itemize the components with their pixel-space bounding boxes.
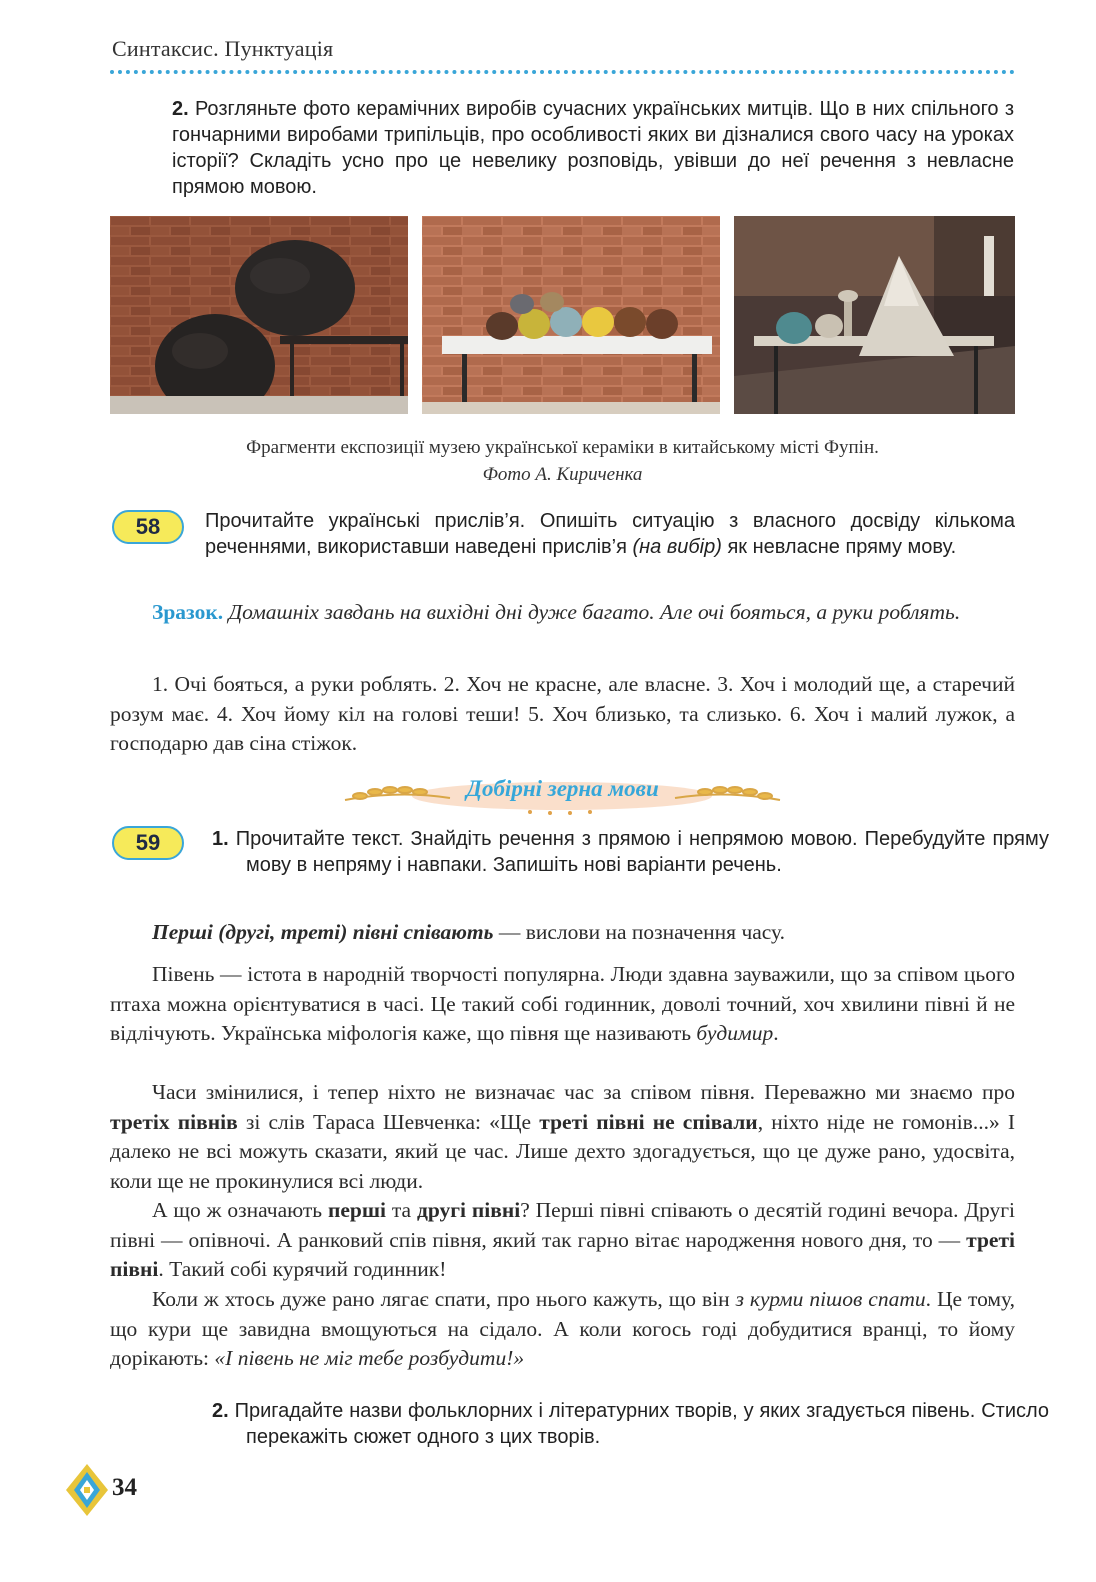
section-banner [340,770,785,816]
p2-text-b: зі слів Тараса Шевченка: «Ще [237,1109,540,1134]
task-number: 2. [172,98,189,120]
sample-text: Домашніх завдань на вихідні дні дуже багато. Але очі бояться, а руки роблять. [228,600,961,624]
p1-text: Півень — істота в народній творчості популярна. Люди здавна зауважили, що за співом цього птаха можна орієнтуватися в часі. Це такий собі годинник, доволі точний, хоч хвилини півні й не відлічують. Українська міфологія каже, що півня ще називають [110,962,1015,1045]
page-number: 34 [112,1474,137,1501]
text-paragraph-3 [110,1196,1015,1285]
p3-bold-2: другі півні [416,1198,521,1222]
p3-text-c: ? Перші півні співають о десятій годині вечора. Другі півні — опівночі. А ранковий спів півня, який так гарно вітає народження нового дня, то — [110,1198,1016,1252]
task-text: Розгляньте фото керамічних виробів сучасних українських митців. Що в них спільного з гончарними виробами трипільців, про особливості яких ви дізналися свого часу на уроках історії? Складіть усно про це невелику розповідь, увівши до неї речення з невласне прямою мовою. [172,98,1014,198]
text-paragraph-2 [110,1078,1015,1196]
p2-bold-1: третіх півнів [110,1109,238,1134]
p2-text-a: Часи змінилися, і тепер ніхто не визначає час за співом півня. Переважно ми знаємо про [152,1080,1015,1104]
exercise-59-task-2 [212,1398,1049,1450]
caption-credit: Фото А. Кириченка [482,464,643,485]
p3-text-b: та [386,1198,417,1222]
exercise-58-proverbs: 1. Очі бояться, а руки роблять. 2. Хоч не красне, але власне. 3. Хоч і молодий ще, а старечий розум має. 4. Хоч йому кіл на голові теши! 5. Хоч близько, та слизько. 6. Хоч і малий лужок, а господарю дав сіна стіжок. [110,672,1015,755]
p4-text-a: Коли ж хтось дуже рано лягає спати, про нього кажуть, що він [152,1287,736,1311]
p2-text-c: , ніхто ніде не гомонів...» І далеко не всі можуть сказати, який це час. Лише дехто здогадується, що це дуже рано, удосвіта, коли ще не прокинулися всі люди. [110,1109,1015,1193]
exercise-58-sample [110,598,1015,628]
instruction-italic: (на вибір) [632,536,722,558]
banner-title: Добірні зерна мови [466,776,659,801]
p3-text-a: А що ж означають [152,1198,328,1222]
p4-text-b: . Це тому, що кури ще завидна вмощуються на сідало. А коли когось годі добудитися вранці, то йому дорікають: [110,1287,1015,1370]
intro-phrase: Перші (другі, треті) півні співають [152,920,494,944]
task-number: 2. [212,1400,229,1422]
photo-white-ceramics [734,216,1015,414]
caption-text: Фрагменти експозиції музею української кераміки в китайському місті Фупін. [246,437,879,458]
exercise-badge-59: 59 [112,826,184,860]
exercise-58-instruction [205,508,1015,560]
ornament-icon [64,1462,110,1518]
instruction-text-end: як невласне пряму мову. [721,536,957,558]
p4-italic-1: з курми пішов спати [735,1287,926,1311]
instruction-text: Прочитайте українські прислів’я. Опишіть ситуацію з власного досвіду кількома реченнями, використавши наведені прислів’я [205,510,1015,558]
text-intro [110,918,1015,948]
photo-color-bowls [422,216,720,414]
section-header: Синтаксис. Пунктуація [112,36,334,61]
task-number: 1. [212,828,229,850]
photo-caption [110,434,1015,488]
text-paragraph-1 [110,960,1015,1049]
p3-bold-3: треті півні [110,1227,1015,1281]
p1-end: . [773,1021,779,1045]
intro-rest: — вислови на позначення часу. [493,920,786,944]
text-paragraph-4 [110,1285,1015,1374]
p1-italic: будимир [696,1021,774,1045]
header-dotted-rule [110,70,1015,74]
ceramics-photos [110,216,1015,414]
p2-bold-2: треті півні не співали [539,1109,758,1134]
task-text: Прочитайте текст. Знайдіть речення з прямою і непрямою мовою. Перебудуйте пряму мову в непряму і навпаки. Запишіть нові варіанти речень. [235,828,1049,876]
sample-label: Зразок. [152,600,224,624]
task-57-2 [172,96,1014,200]
p3-text-d: . Такий собі курячий годинник! [158,1257,447,1281]
exercise-badge-58: 58 [112,510,184,544]
photo-black-ceramics [110,216,408,414]
exercise-59-task-1 [212,826,1049,878]
p3-bold-1: перші [327,1198,386,1222]
p4-italic-2: «І півень не міг тебе розбудити!» [214,1346,525,1370]
task-text: Пригадайте назви фольклорних і літературних творів, у яких згадується півень. Стисло перекажіть сюжет одного з цих творів. [234,1400,1050,1448]
